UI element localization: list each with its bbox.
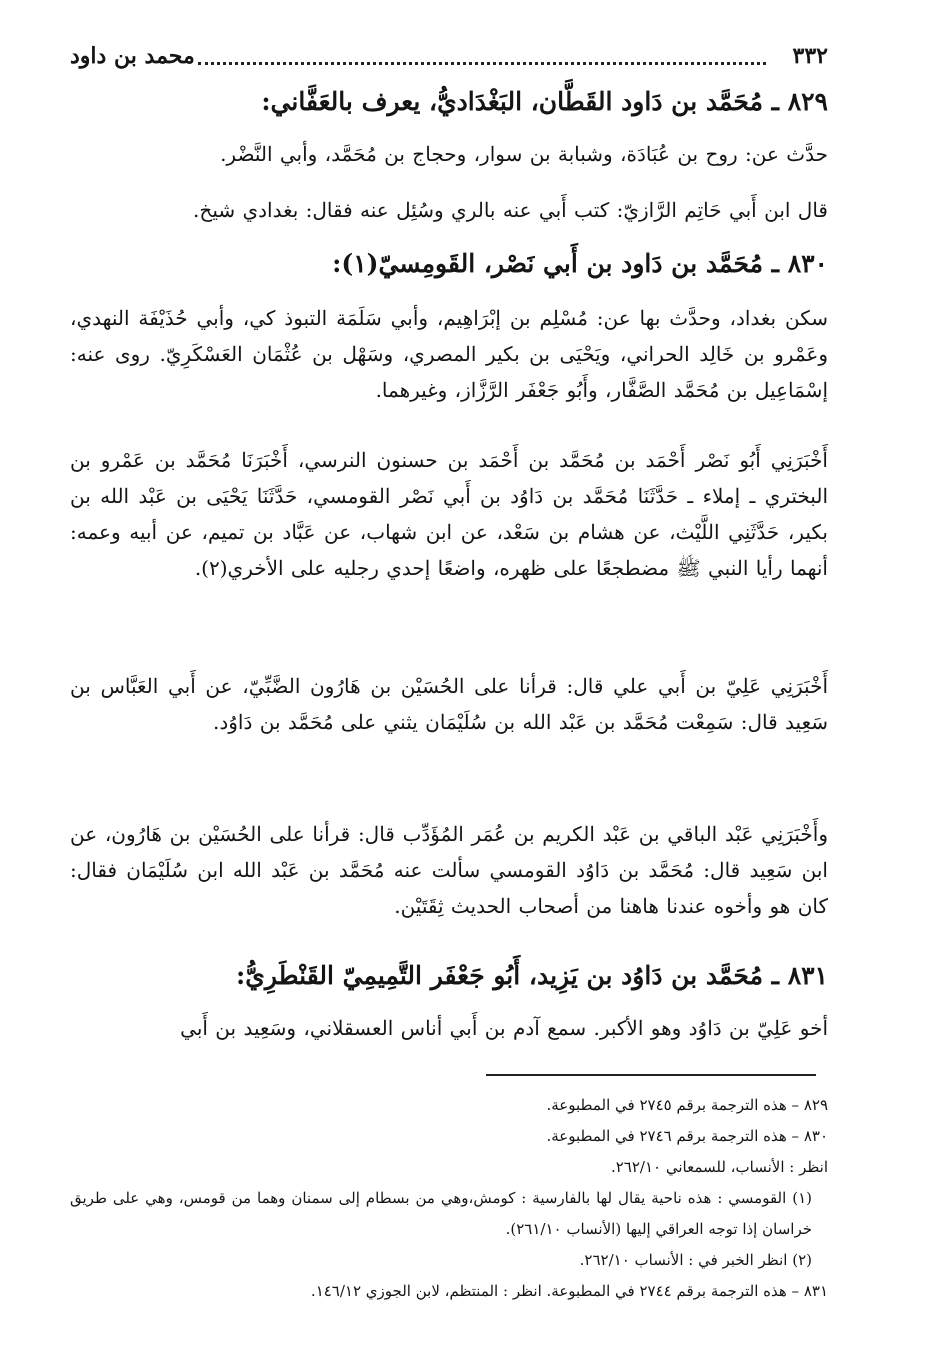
running-header [70,36,828,76]
entry-830-paragraph-4: وأَخْبَرَنِي عَبْد الباقي بن عَبْد الكريم بن عُمَر المُؤَدِّب قال: قرأنا على الحُسَيْن بن هَارُون، عن ابن سَعِيد قال: مُحَمَّد بن دَاوُد القومسي سألت عنه مُحَمَّد بن عَبْد الله ابن سُلَيْمَان فقال: كان هو وأخوه عندنا هاهنا من أصحاب الحديث ثِقَتَيْن. [70,822,828,918]
page-number: ٣٣٢ [792,43,828,69]
entry-heading-829: ٨٢٩ ـ مُحَمَّد بن دَاود القَطَّان، البَغْدَاديُّ، يعرف بالعَفَّاني: [261,87,828,116]
footnote-829: ٨٢٩ – هذه الترجمة برقم ٢٧٤٥ في المطبوعة. [546,1096,828,1114]
footnote-1: (١) القومسي : هذه ناحية يقال لها بالفارسية : كومش،وهي من بسطام إلى سمنان وهما من قومس، وهي على طريق خراسان إذا توجه العراقي إليها (الأنساب ٢٦١/١٠). [70,1189,812,1238]
footnote-830-reference: انظر : الأنساب، للسمعاني ٢٦٢/١٠. [610,1158,828,1176]
footnote-830: ٨٣٠ – هذه الترجمة برقم ٢٧٤٦ في المطبوعة. [546,1127,828,1145]
header-dot-leader [198,62,766,65]
entry-heading-831: ٨٣١ ـ مُحَمَّد بن دَاوُد بن يَزِيد، أَبُو جَعْفَر التَّمِيمِيّ القَنْطَرِيُّ: [236,961,828,990]
footnote-2: (٢) انظر الخبر في : الأنساب ٢٦٢/١٠. [579,1251,812,1269]
entry-heading-830: ٨٣٠ ـ مُحَمَّد بن دَاود بن أَبي نَصْر، القَومِسيّ(١): [332,249,828,278]
entry-831-paragraph-1: أخو عَلِيّ بن دَاوُد وهو الأكبر. سمع آدم بن أَبي أناس العسقلاني، وسَعِيد بن أَبي [180,1016,828,1040]
entry-830-paragraph-3: أَخْبَرَنِي عَلِيّ بن أَبي علي قال: قرأنا على الحُسَيْن بن هَارُون الضَّبِّيّ، عن أَبي العَبَّاس بن سَعِيد قال: سَمِعْت مُحَمَّد بن عَبْد الله بن سُلَيْمَان يثني على مُحَمَّد بن دَاوُد. [70,674,828,734]
running-title: محمد بن داود [70,43,195,69]
entry-830-paragraph-1: سكن بغداد، وحدَّث بها عن: مُسْلِم بن إبْرَاهِيم، وأبي سَلَمَة التبوذ كي، وأبي حُذَيْفَة النهدي، وعَمْرو بن خَالِد الحراني، ويَحْيَى بن بكير المصري، وسَهْل بن عُثْمَان العَسْكَرِيّ. روى عنه: إسْمَاعِيل بن مُحَمَّد الصَّفَّار، وأَبُو جَعْفَر الرَّزَّاز، وغيرهما. [70,306,828,402]
entry-829-paragraph-1: حدَّث عن: روح بن عُبَادَة، وشبابة بن سوار، وحجاج بن مُحَمَّد، وأبي النَّضْر. [220,142,828,166]
footnotes [70,1090,828,1307]
entry-830-paragraph-2: أَخْبَرَنِي أَبُو نَصْر أَحْمَد بن مُحَمَّد بن أَحْمَد بن حسنون النرسي، أَخْبَرَنَا مُحَمَّد بن عَمْرو بن البختري ـ إملاء ـ حَدَّثَنَا مُحَمَّد بن دَاوُد بن أَبي نَصْر القومسي، حَدَّثَنَا يَحْيَى بن عَبْد الله بن بكير، حَدَّثَنِي اللَّيْث، عن هشام بن سَعْد، عن ابن شهاب، عن عَبَّاد بن تميم، عن أبيه وعمه: أنهما رأيا النبي ﷺ مضطجعًا على ظهره، واضعًا إحدي رجليه على الأخري(٢). [70,448,828,580]
footnote-831: ٨٣١ – هذه الترجمة برقم ٢٧٤٤ في المطبوعة. انظر : المنتظم، لابن الجوزي ١٤٦/١٢. [310,1282,828,1300]
footnote-separator [486,1074,816,1076]
entry-829-paragraph-2: قال ابن أَبي حَاتِم الرَّازيّ: كتب أَبي عنه بالري وسُئِل عنه فقال: بغدادي شيخ. [193,198,828,222]
